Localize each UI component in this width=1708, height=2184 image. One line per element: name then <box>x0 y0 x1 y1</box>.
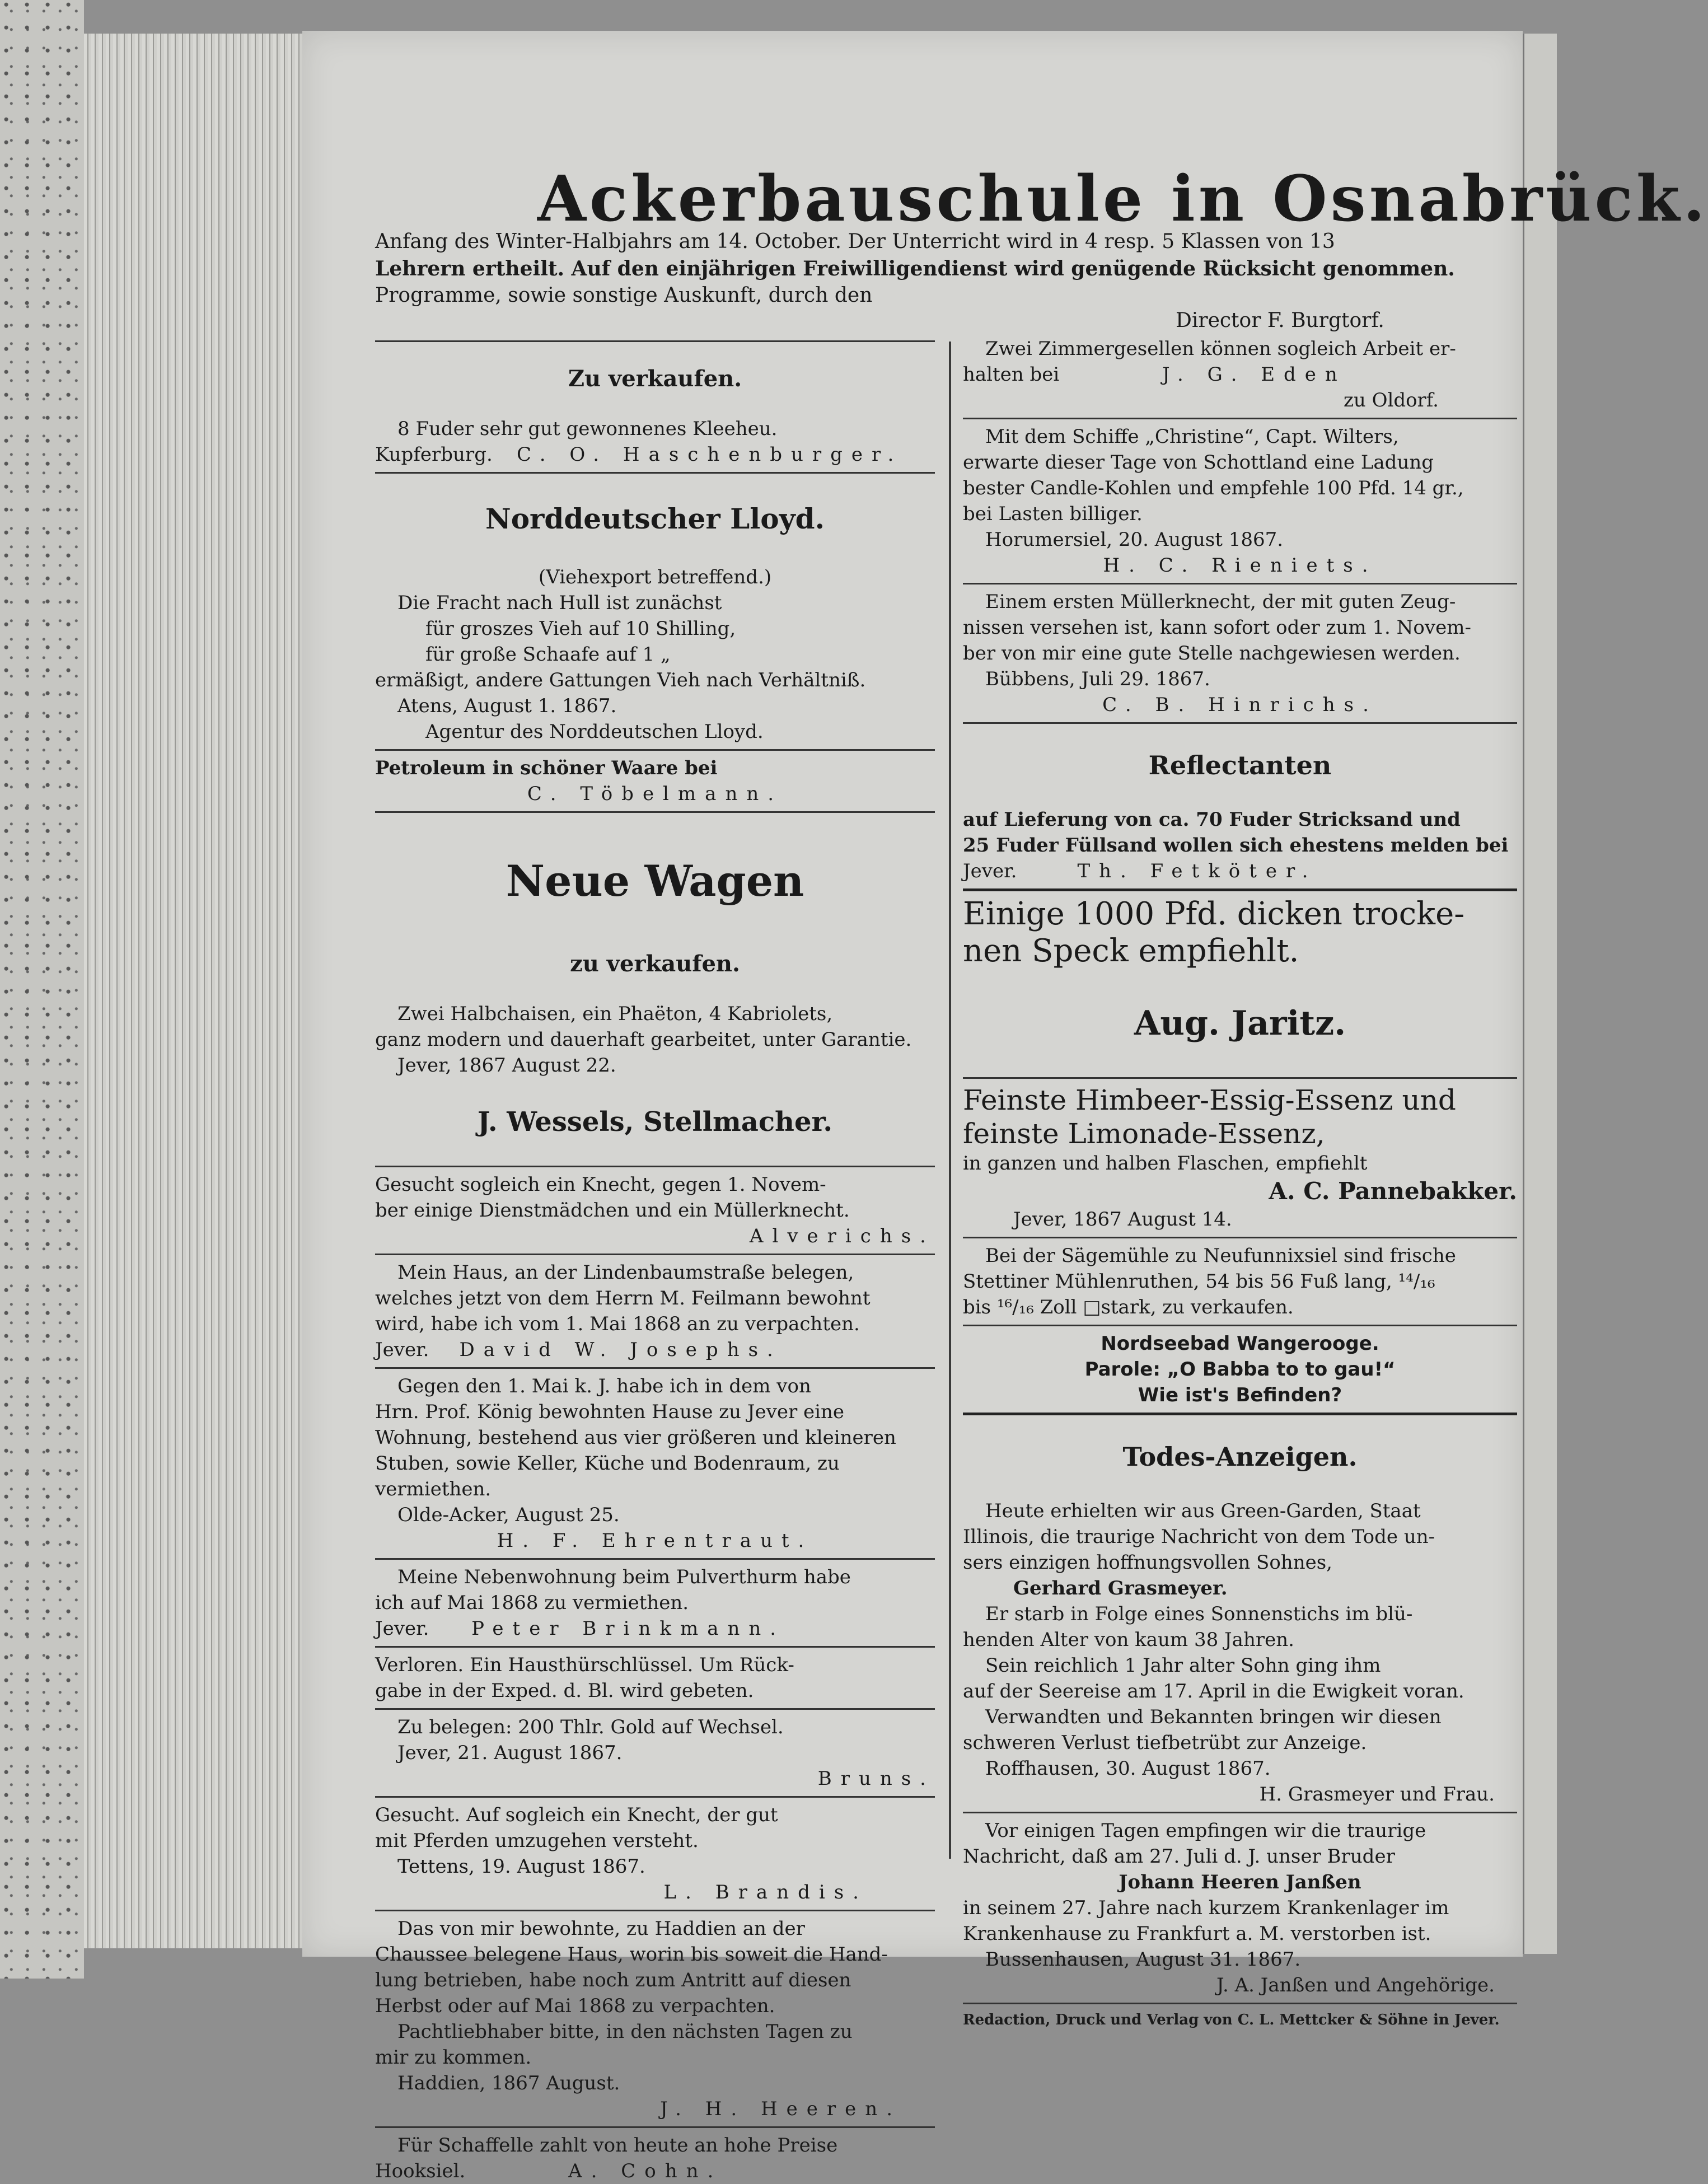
ad-gesucht-pferde <box>375 1802 935 1905</box>
ad-name: Bruns. <box>817 1767 935 1790</box>
ad-signature: H. Grasmeyer und Frau. <box>1259 1783 1495 1806</box>
ad-subtitle: in ganzen und halben Flaschen, empfiehlt <box>963 1152 1368 1175</box>
ad-essig-essenz <box>963 1083 1517 1232</box>
ad-line: Feinste Himbeer-Essig-Essenz und <box>963 1084 1456 1116</box>
ad-name: C. B. Hinrichs. <box>1102 694 1378 716</box>
ad-line: gabe in der Exped. d. Bl. wird gebeten. <box>375 1680 754 1702</box>
ad-kohlen <box>963 424 1517 578</box>
ad-line: auf Lieferung von ca. 70 Fuder Stricksand und <box>963 808 1461 831</box>
ad-line: Verwandten und Bekannten bringen wir diesen <box>985 1706 1442 1728</box>
ad-line: Meine Nebenwohnung beim Pulverthurm habe <box>397 1566 851 1588</box>
ad-line: Heute erhielten wir aus Green-Garden, Staat <box>985 1500 1421 1522</box>
ad-haus <box>375 1260 935 1363</box>
ad-line: für große Schaafe auf 1 „ <box>425 643 671 666</box>
ad-line: Jever, 1867 August 22. <box>397 1054 616 1077</box>
ad-line: ermäßigt, andere Gattungen Vieh nach Verhältniß. <box>375 669 866 691</box>
ad-wohnung <box>375 1373 935 1554</box>
ad-place: Jever. <box>963 860 1017 882</box>
ad-line: feinste Limonade-Essenz, <box>963 1117 1325 1150</box>
ad-place: Jever. <box>375 1339 429 1361</box>
ad-line: Krankenhause zu Frankfurt a. M. verstorben ist. <box>963 1923 1431 1945</box>
ad-line: sers einzigen hoffnungsvollen Sohnes, <box>963 1551 1332 1574</box>
ad-line: ganz modern und dauerhaft gearbeitet, unter Garantie. <box>375 1028 912 1051</box>
ad-line: schweren Verlust tiefbetrübt zur Anzeige. <box>963 1732 1367 1754</box>
ad-saegemuehle <box>963 1243 1517 1320</box>
ad-muellerknecht <box>963 589 1517 718</box>
rule <box>963 583 1517 584</box>
ad-place: Hooksiel. <box>375 2160 466 2182</box>
header-line: Lehrern ertheilt. Auf den einjährigen Freiwilligendienst wird genügende Rücksicht genommen. <box>375 257 1455 280</box>
ad-title: Todes-Anzeigen. <box>1122 1442 1358 1472</box>
ad-line: Einem ersten Müllerknecht, der mit guten Zeug- <box>985 591 1456 613</box>
ad-subtitle: zu verkaufen. <box>570 951 740 977</box>
ad-place: Kupferburg. <box>375 443 493 466</box>
ad-line: ber einige Dienstmädchen und ein Müllerknecht. <box>375 1199 850 1222</box>
ad-bruder <box>963 1818 1517 1998</box>
ad-line: Verloren. Ein Hausthürschlüssel. Um Rück- <box>375 1654 794 1676</box>
ad-speck <box>963 896 1517 1044</box>
ad-title: Norddeutscher Lloyd. <box>485 502 825 535</box>
ad-line: Haddien, 1867 August. <box>397 2072 620 2094</box>
ad-line: Tettens, 19. August 1867. <box>397 1855 645 1878</box>
ad-line: Chaussee belegene Haus, worin bis soweit die Hand- <box>375 1943 888 1966</box>
ad-line: Bübbens, Juli 29. 1867. <box>985 668 1210 690</box>
rule <box>375 1558 935 1560</box>
ad-line: Wie ist's Befinden? <box>1138 1384 1342 1406</box>
page-title: Ackerbauschule in Osnabrück. <box>537 162 1708 236</box>
ad-line: Sein reichlich 1 Jahr alter Sohn ging ihm <box>985 1654 1381 1677</box>
ad-line: Zwei Zimmergesellen können sogleich Arbeit er- <box>985 338 1456 360</box>
rule <box>375 1646 935 1648</box>
ad-line: Zwei Halbchaisen, ein Phaëton, 4 Kabriolets, <box>397 1003 833 1025</box>
ad-line: mit Pferden umzugehen versteht. <box>375 1830 699 1852</box>
ad-line: in seinem 27. Jahre nach kurzem Krankenlager im <box>963 1897 1449 1919</box>
ad-haddien <box>375 1916 935 2122</box>
ad-line: vermiethen. <box>375 1478 492 1500</box>
book-spine <box>0 0 84 1979</box>
ad-line: bis ¹⁶/₁₆ Zoll □stark, zu verkaufen. <box>963 1296 1294 1318</box>
ad-line: lung betrieben, habe noch zum Antritt auf diesen <box>375 1969 851 1991</box>
ad-petroleum <box>375 755 935 807</box>
ad-name: Alverichs. <box>749 1225 935 1247</box>
page-edges <box>84 34 308 1948</box>
ad-subtitle: (Viehexport betreffend.) <box>538 566 772 588</box>
ad-zimmergesellen <box>963 336 1517 413</box>
adjacent-page-edge <box>1523 34 1557 1954</box>
ad-line: Herbst oder auf Mai 1868 zu verpachten. <box>375 1995 775 2017</box>
ad-title: Reflectanten <box>1148 750 1332 780</box>
ad-line: 8 Fuder sehr gut gewonnenes Kleeheu. <box>397 418 778 440</box>
ad-norddeutscher-lloyd <box>375 502 935 745</box>
ad-line: Petroleum in schöner Waare bei <box>375 757 718 779</box>
ad-line: nissen versehen ist, kann sofort oder zum 1. Novem- <box>963 616 1471 639</box>
ad-line: auf der Seereise am 17. April in die Ewigkeit voran. <box>963 1680 1464 1703</box>
rule <box>963 888 1517 891</box>
rule <box>375 749 935 751</box>
ad-line: Bei der Sägemühle zu Neufunnixsiel sind frische <box>985 1245 1456 1267</box>
ad-name: C. Töbelmann. <box>527 783 783 805</box>
ad-nebenwohnung <box>375 1564 935 1641</box>
rule <box>375 1254 935 1255</box>
ad-name: Th. Fetköter. <box>1077 860 1317 882</box>
ad-name: A. Cohn. <box>568 2160 723 2182</box>
rule <box>375 1910 935 1911</box>
rule <box>963 1325 1517 1326</box>
ad-line: Gegen den 1. Mai k. J. habe ich in dem von <box>397 1375 811 1397</box>
rule <box>963 1237 1517 1238</box>
imprint: Redaction, Druck und Verlag von C. L. Mettcker & Söhne in Jever. <box>963 2012 1500 2028</box>
rule <box>375 1796 935 1798</box>
ad-line: nen Speck empfiehlt. <box>963 933 1299 969</box>
ad-line: Gesucht sogleich ein Knecht, gegen 1. Novem- <box>375 1173 826 1196</box>
rule <box>375 340 935 342</box>
rule <box>375 811 935 813</box>
ad-signature: A. C. Pannebakker. <box>1269 1177 1517 1205</box>
ad-line: Olde-Acker, August 25. <box>397 1504 620 1526</box>
ad-line: bei Lasten billiger. <box>963 503 1143 525</box>
ad-line: Parole: „O Babba to to gau!“ <box>1084 1358 1396 1381</box>
ad-reflectanten <box>963 750 1517 884</box>
rule <box>963 1812 1517 1813</box>
column-divider <box>949 342 951 1859</box>
ad-zu-verkaufen <box>375 364 935 467</box>
ad-line: Bussenhausen, August 31. 1867. <box>985 1948 1301 1971</box>
ad-line: Für Schaffelle zahlt von heute an hohe Preise <box>397 2134 838 2157</box>
ad-line: Pachtliebhaber bitte, in den nächsten Tagen zu <box>397 2021 853 2043</box>
rule <box>375 1367 935 1369</box>
ad-line: wird, habe ich vom 1. Mai 1868 an zu verpachten. <box>375 1313 860 1335</box>
ad-line: Wohnung, bestehend aus vier größeren und kleineren <box>375 1427 896 1449</box>
ad-wangerooge <box>963 1331 1517 1408</box>
ad-name: Peter Brinkmann. <box>471 1617 785 1640</box>
ad-line: ber von mir eine gute Stelle nachgewiesen werden. <box>963 642 1461 665</box>
ad-signature: Aug. Jaritz. <box>1134 1004 1346 1043</box>
rule <box>963 2003 1517 2004</box>
ad-line: welches jetzt von dem Herrn M. Feilmann bewohnt <box>375 1287 871 1310</box>
ad-line: Das von mir bewohnte, zu Haddien an der <box>397 1918 805 1940</box>
ad-line: Mit dem Schiffe „Christine“, Capt. Wilters, <box>985 425 1399 448</box>
ad-name: Gerhard Grasmeyer. <box>1013 1577 1228 1600</box>
ad-name: H. F. Ehrentraut. <box>497 1530 813 1552</box>
ad-line: Stuben, sowie Keller, Küche und Bodenraum, zu <box>375 1452 840 1475</box>
ad-line: Roffhausen, 30. August 1867. <box>985 1757 1271 1780</box>
ad-line: Zu belegen: 200 Thlr. Gold auf Wechsel. <box>397 1716 784 1738</box>
header-signature: Director F. Burgtorf. <box>1176 309 1384 332</box>
ad-line: Nachricht, daß am 27. Juli d. J. unser Bruder <box>963 1845 1395 1868</box>
rule <box>963 418 1517 419</box>
header-line: Programme, sowie sonstige Auskunft, durch den <box>375 284 873 307</box>
ad-neue-wagen <box>375 855 935 1139</box>
ad-line: Gesucht. Auf sogleich ein Knecht, der gut <box>375 1804 778 1826</box>
rule <box>375 1166 935 1167</box>
rule <box>375 472 935 474</box>
ad-line: 25 Fuder Füllsand wollen sich ehestens melden bei <box>963 834 1509 857</box>
ad-line: Nordseebad Wangerooge. <box>1101 1332 1379 1355</box>
ad-line: erwarte dieser Tage von Schottland eine Ladung <box>963 451 1434 474</box>
ad-signature: J. Wessels, Stellmacher. <box>477 1106 833 1138</box>
ad-line: Jever, 21. August 1867. <box>397 1742 623 1764</box>
rule <box>375 2126 935 2128</box>
ad-title: Zu verkaufen. <box>568 366 742 392</box>
header-announcement <box>375 228 1517 309</box>
ad-line: für groszes Vieh auf 10 Shilling, <box>425 618 736 640</box>
rule <box>375 1708 935 1710</box>
ad-line: Horumersiel, 20. August 1867. <box>985 529 1284 551</box>
ad-line: mir zu kommen. <box>375 2046 532 2069</box>
ad-place: Jever. <box>375 1617 429 1640</box>
ad-line: Hrn. Prof. König bewohnten Hause zu Jever eine <box>375 1401 845 1423</box>
ad-zu-belegen <box>375 1714 935 1792</box>
ad-todes-anzeigen <box>963 1441 1517 1807</box>
right-column <box>963 336 1517 2031</box>
left-column <box>375 336 935 2184</box>
ad-name: David W. Josephs. <box>459 1339 782 1361</box>
ad-line: Atens, August 1. 1867. <box>397 695 617 717</box>
ad-name: J. G. Eden <box>1162 363 1346 386</box>
ad-title: Neue Wagen <box>506 856 804 906</box>
ad-gesucht-knecht <box>375 1172 935 1249</box>
ad-line: Die Fracht nach Hull ist zunächst <box>397 592 722 614</box>
ad-line: Agentur des Norddeutschen Lloyd. <box>425 721 764 743</box>
ad-date: Jever, 1867 August 14. <box>1013 1208 1232 1231</box>
ad-name: J. H. Heeren. <box>660 2098 901 2120</box>
ad-line: ich auf Mai 1868 zu vermiethen. <box>375 1592 689 1614</box>
rule <box>963 1077 1517 1079</box>
header-line: Anfang des Winter-Halbjahrs am 14. October. Der Unterricht wird in 4 resp. 5 Klassen von 13 <box>375 230 1335 253</box>
ad-name: H. C. Rieniets. <box>1103 554 1377 577</box>
ad-line: bester Candle-Kohlen und empfehle 100 Pfd. 14 gr., <box>963 477 1464 499</box>
ad-schaffelle <box>375 2132 935 2184</box>
ad-line: Er starb in Folge eines Sonnenstichs im blü- <box>985 1603 1413 1625</box>
rule <box>963 1413 1517 1415</box>
ad-verloren <box>375 1652 935 1704</box>
ad-line: halten bei <box>963 363 1060 386</box>
ad-line: Vor einigen Tagen empfingen wir die traurige <box>985 1820 1426 1842</box>
ad-name: C. O. Haschenburger. <box>517 443 903 466</box>
ad-line: henden Alter von kaum 38 Jahren. <box>963 1629 1294 1651</box>
ad-signature: J. A. Janßen und Angehörige. <box>1216 1974 1495 1996</box>
ad-name: Johann Heeren Janßen <box>1119 1871 1361 1893</box>
ad-place: zu Oldorf. <box>1343 389 1439 411</box>
ad-line: Illinois, die traurige Nachricht von dem Tode un- <box>963 1526 1435 1548</box>
ad-name: L. Brandis. <box>663 1881 868 1904</box>
ad-line: Mein Haus, an der Lindenbaumstraße belegen, <box>397 1261 854 1284</box>
rule <box>963 722 1517 724</box>
ad-line: Stettiner Mühlenruthen, 54 bis 56 Fuß lang, ¹⁴/₁₆ <box>963 1270 1435 1293</box>
ad-line: Einige 1000 Pfd. dicken trocke- <box>963 896 1465 932</box>
